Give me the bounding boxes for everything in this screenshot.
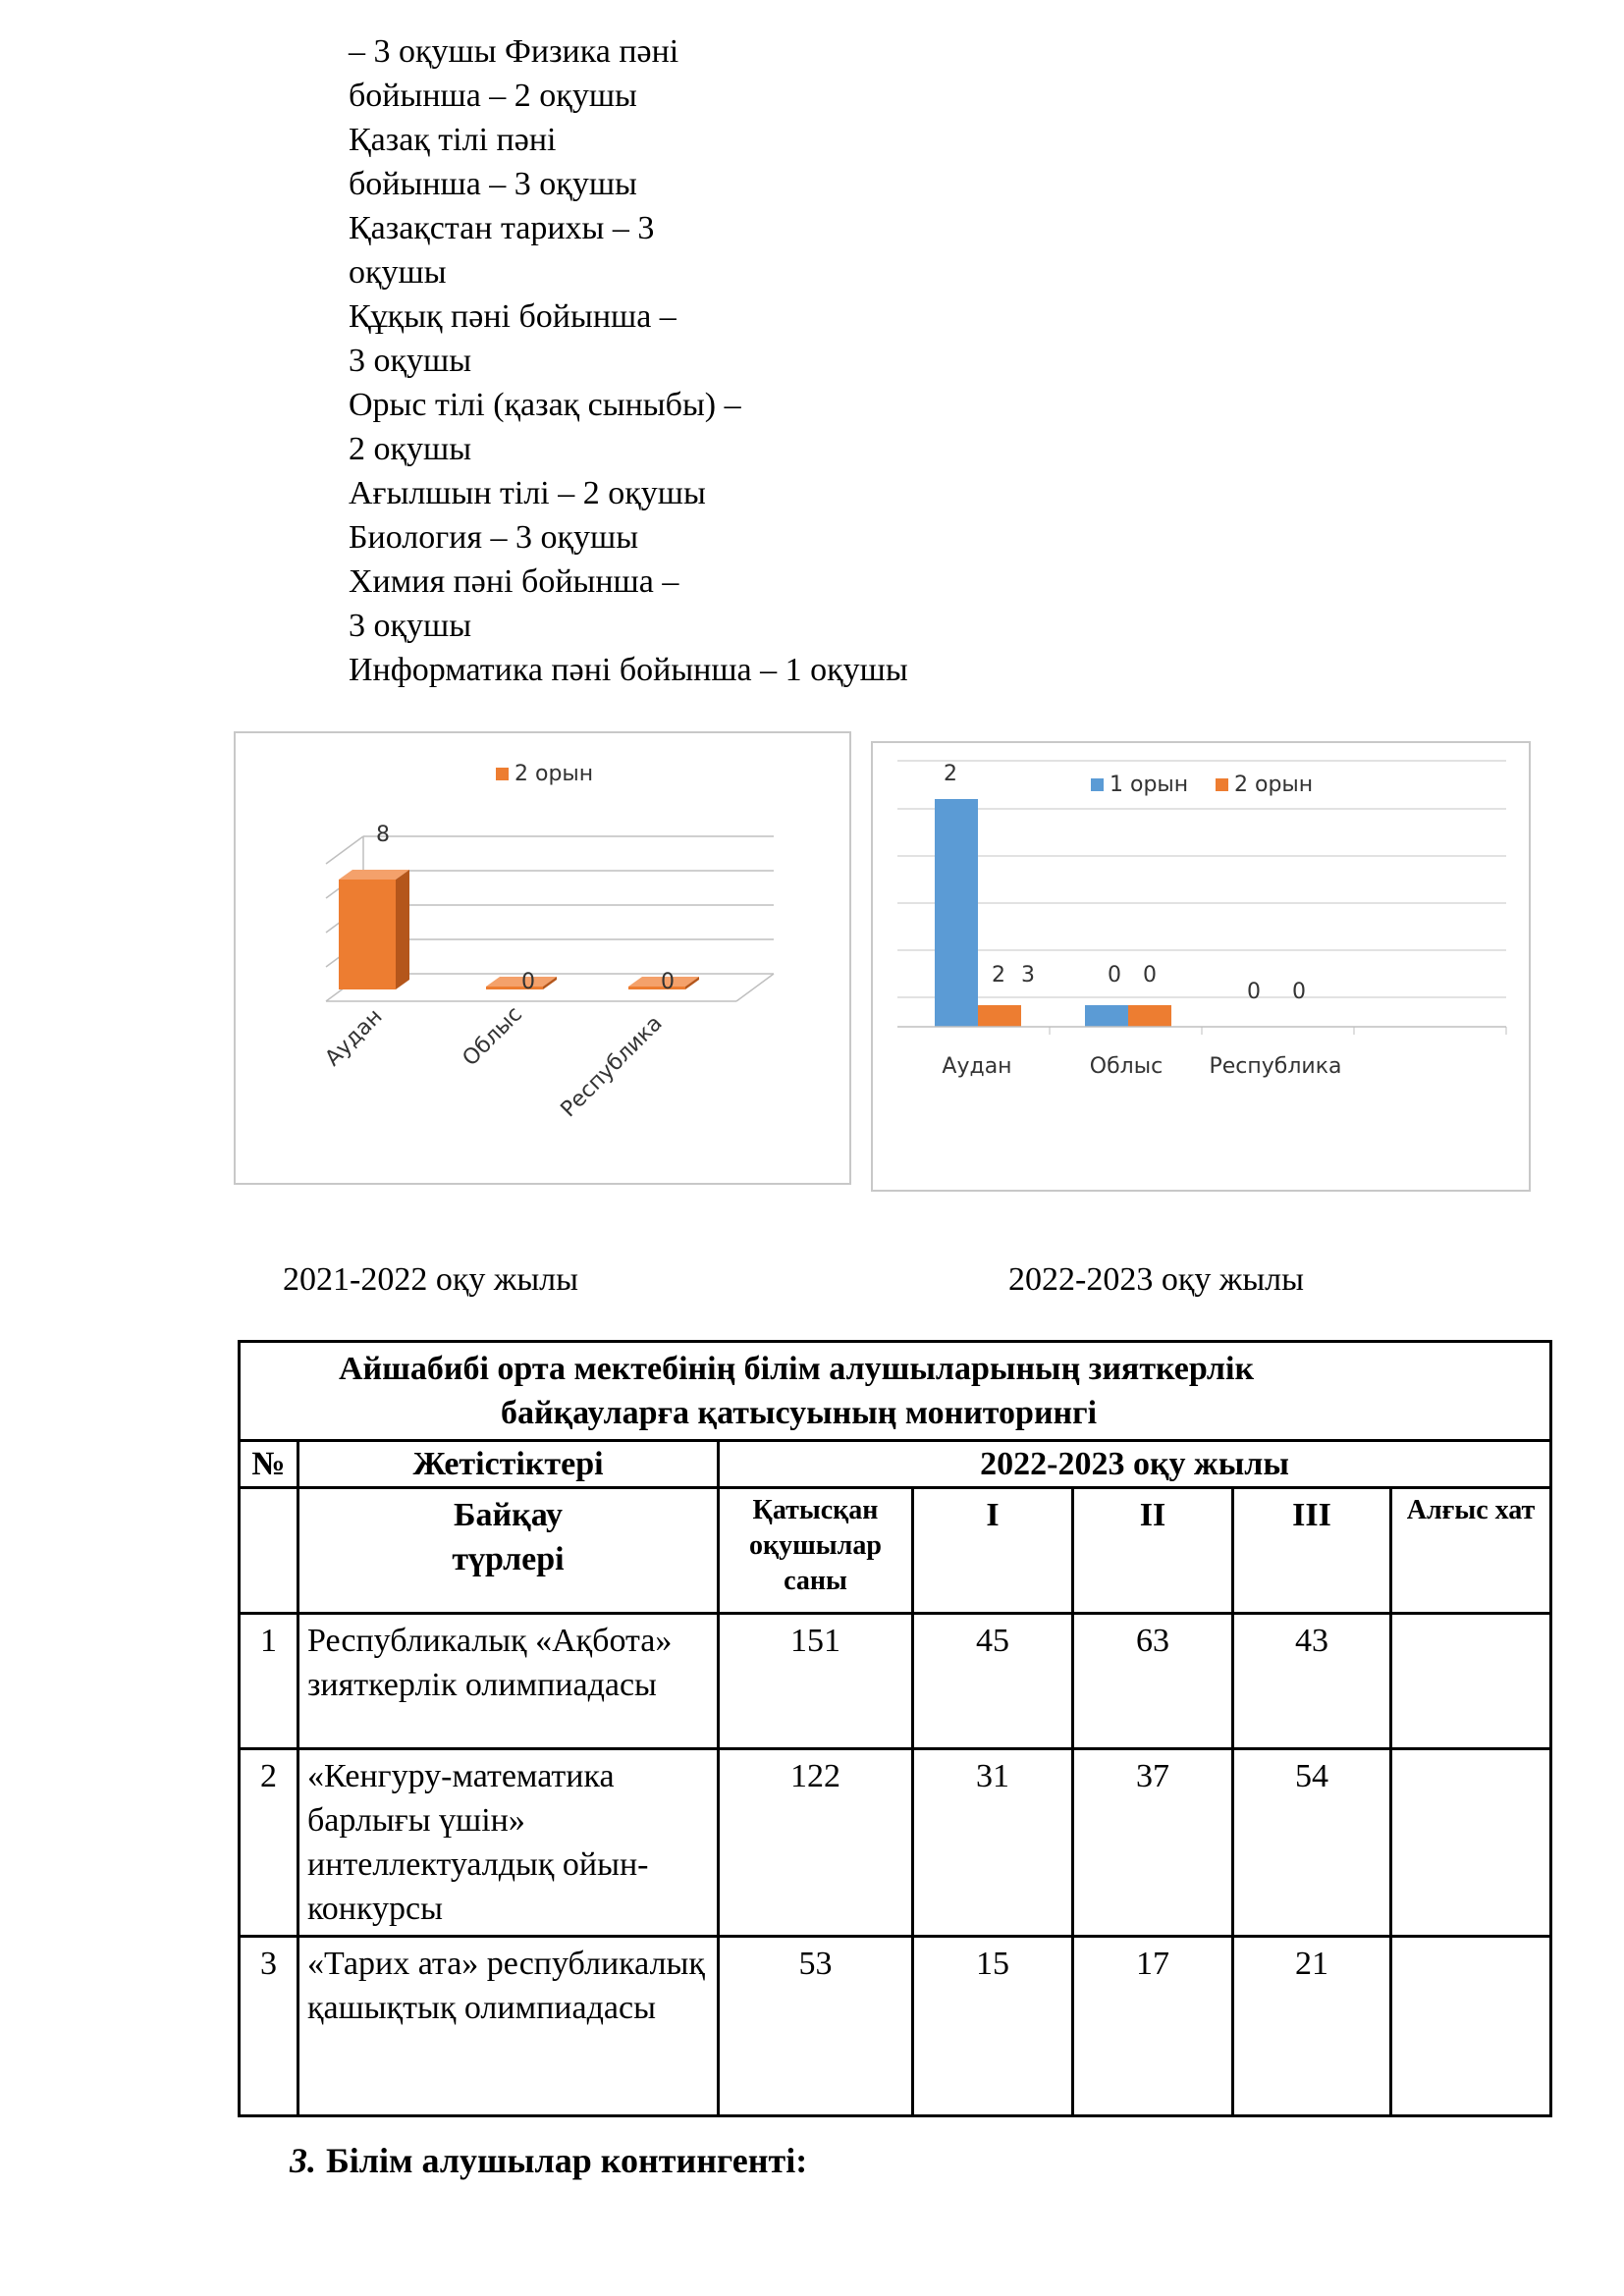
bar	[1128, 1005, 1171, 1027]
chart-2021-2022-svg	[236, 733, 849, 1183]
row-second: 37	[1073, 1749, 1233, 1937]
category-label: Облыс	[1089, 1054, 1164, 1079]
data-label: 2	[992, 963, 1005, 988]
subject-line: Қазақстан тарихы – 3	[349, 210, 655, 246]
chart-2022-2023-svg	[873, 743, 1529, 1190]
bar	[978, 1005, 1021, 1027]
header-no: №	[240, 1441, 298, 1488]
data-label: 8	[376, 823, 390, 847]
row-number: 3	[240, 1937, 298, 2116]
category-label: Облыс	[458, 1001, 527, 1072]
header-third-place: III	[1233, 1488, 1391, 1614]
category-label: Аудан	[320, 1004, 388, 1072]
data-label: 0	[1247, 980, 1261, 1004]
row-third: 54	[1233, 1749, 1391, 1937]
row-name: «Тарих ата» республикалық қашықтық олимпиадасы	[298, 1937, 719, 2116]
chart-2021-2022	[234, 731, 851, 1185]
row-name: «Кенгуру-математика барлығы үшін» интеллектуалдық ойын-конкурсы	[298, 1749, 719, 1937]
row-count: 53	[719, 1937, 913, 2116]
caption-2022-2023: 2022-2023 оқу жылы	[1008, 1261, 1304, 1298]
row-first: 31	[913, 1749, 1073, 1937]
row-count: 151	[719, 1614, 913, 1749]
table-row	[240, 1749, 1551, 1937]
row-first: 15	[913, 1937, 1073, 2116]
row-count: 122	[719, 1749, 913, 1937]
bar	[628, 987, 685, 989]
subject-line: 3 оқушы	[349, 343, 472, 379]
subject-line: оқушы	[349, 254, 447, 291]
bar	[339, 880, 396, 989]
category-label: Республика	[556, 1011, 668, 1123]
data-label: 2	[944, 762, 957, 786]
table-header-row	[240, 1441, 1551, 1488]
legend-label: 2 орын	[1234, 773, 1314, 797]
section-title: Білім алушылар контингенті:	[326, 2141, 808, 2180]
row-letter	[1391, 1614, 1551, 1749]
section-number: 3.	[290, 2141, 316, 2180]
subject-line: Құқық пәні бойынша –	[349, 298, 677, 335]
row-third: 21	[1233, 1937, 1391, 2116]
header-second-place: II	[1073, 1488, 1233, 1614]
header-letter: Алғыс хат	[1391, 1488, 1551, 1614]
header-types	[298, 1488, 719, 1614]
data-label: 3	[1021, 963, 1035, 988]
empty-cell	[240, 1488, 298, 1614]
row-second: 17	[1073, 1937, 1233, 2116]
subject-line: бойынша – 3 оқушы	[349, 166, 637, 202]
data-label: 0	[1108, 963, 1121, 988]
legend-swatch-2-orin	[496, 768, 509, 780]
subject-line: – 3 оқушы Физика пәні	[349, 33, 679, 70]
table-title-row	[240, 1342, 1551, 1441]
row-letter	[1391, 1749, 1551, 1937]
row-number: 2	[240, 1749, 298, 1937]
subject-line: Ағылшын тілі – 2 оқушы	[349, 475, 706, 511]
bar-side	[396, 870, 409, 989]
legend-swatch-2-orin	[1216, 778, 1228, 791]
data-label: 0	[1143, 963, 1157, 988]
table-title-line: Айшабибі орта мектебінің білім алушыларының зияткерлік	[339, 1351, 1255, 1387]
row-name: Республикалық «Ақбота» зияткерлік олимпиадасы	[298, 1614, 719, 1749]
row-letter	[1391, 1937, 1551, 2116]
chart-2022-2023	[871, 741, 1531, 1192]
subject-line: 3 оқушы	[349, 608, 472, 644]
row-first: 45	[913, 1614, 1073, 1749]
category-label: Аудан	[942, 1054, 1012, 1079]
row-number: 1	[240, 1614, 298, 1749]
caption-2021-2022: 2021-2022 оқу жылы	[283, 1261, 578, 1298]
header-types-line: Байқау	[454, 1497, 563, 1533]
subject-line: Информатика пәні бойынша – 1 оқушы	[349, 652, 908, 688]
monitoring-table	[238, 1340, 1552, 2117]
data-label: 0	[661, 970, 675, 994]
table-row	[240, 1614, 1551, 1749]
data-label: 0	[1292, 980, 1306, 1004]
row-second: 63	[1073, 1614, 1233, 1749]
legend-swatch-1-orin	[1091, 778, 1104, 791]
subject-line: Орыс тілі (қазақ сыныбы) –	[349, 387, 741, 423]
header-first-place: I	[913, 1488, 1073, 1614]
header-types-line: түрлері	[452, 1541, 565, 1577]
row-third: 43	[1233, 1614, 1391, 1749]
section-heading	[290, 2140, 807, 2181]
legend-label: 2 орын	[514, 762, 594, 786]
subject-list	[349, 29, 908, 692]
table-title-line: байқауларға қатысуының мониторингі	[501, 1395, 1098, 1431]
table-title	[240, 1342, 1551, 1441]
subject-line: Қазақ тілі пәні	[349, 122, 557, 158]
header-year: 2022-2023 оқу жылы	[719, 1441, 1551, 1488]
grid	[897, 761, 1506, 997]
legend-label: 1 орын	[1110, 773, 1189, 797]
header-achievements: Жетістіктері	[298, 1441, 719, 1488]
category-label: Республика	[1209, 1054, 1342, 1079]
subject-line: бойынша – 2 оқушы	[349, 78, 637, 114]
bar	[1085, 1005, 1128, 1027]
table-row	[240, 1937, 1551, 2116]
subject-line: Биология – 3 оқушы	[349, 519, 639, 556]
subject-line: 2 оқушы	[349, 431, 472, 467]
subject-line: Химия пәні бойынша –	[349, 563, 679, 600]
bar	[935, 799, 978, 1027]
data-label: 0	[521, 970, 535, 994]
header-participants: Қатысқан оқушылар саны	[719, 1488, 913, 1614]
table-subheader-row	[240, 1488, 1551, 1614]
